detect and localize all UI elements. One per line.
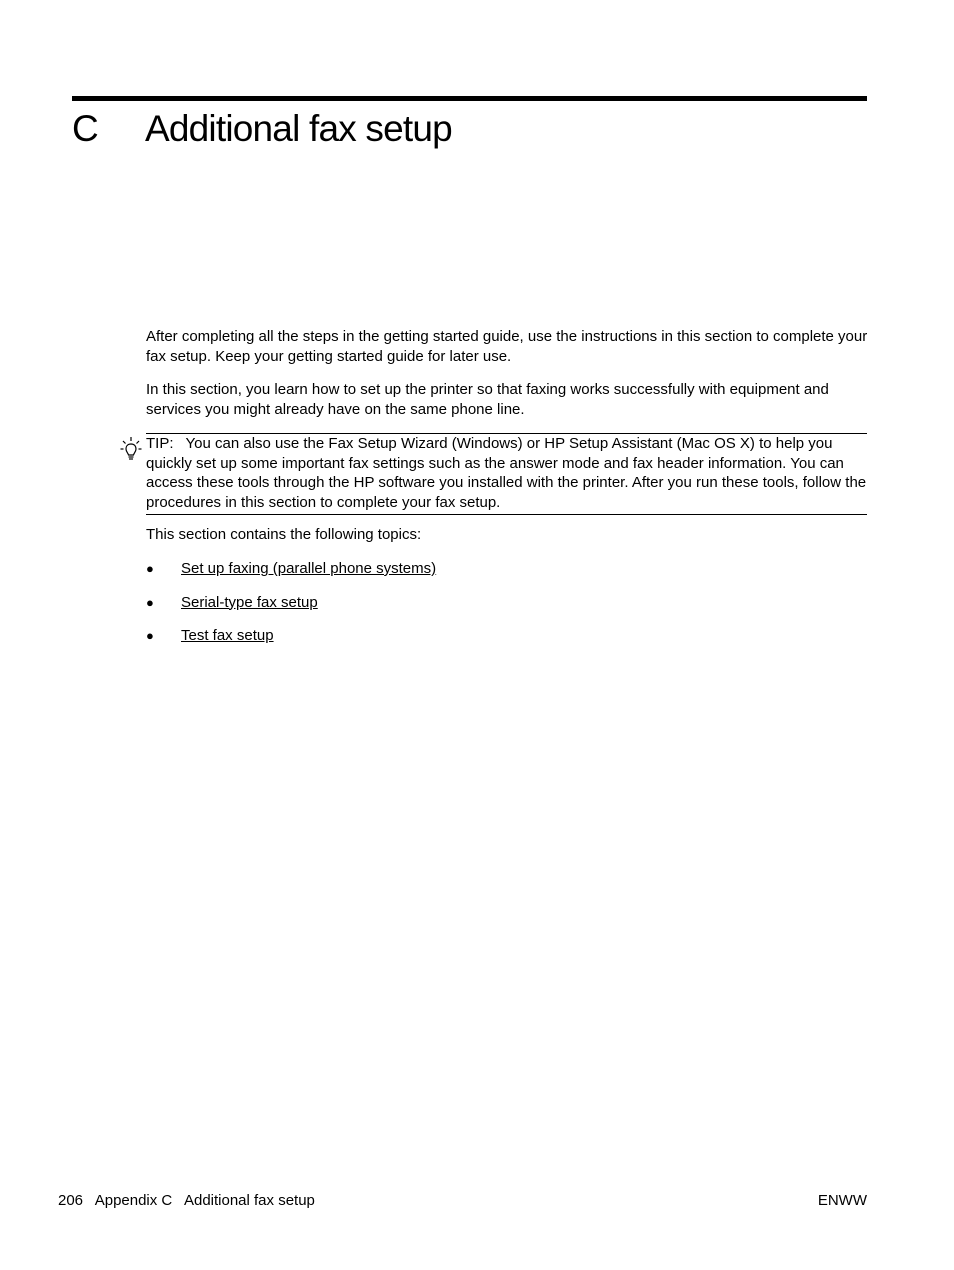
page-footer-left <box>58 1191 315 1210</box>
lightbulb-icon <box>120 436 142 462</box>
bullet-icon: ● <box>146 628 154 643</box>
tip-label: TIP: <box>146 435 174 452</box>
list-item <box>146 626 436 660</box>
topics-intro: This section contains the following topics: <box>146 526 422 543</box>
topic-link-serial-type-fax-setup[interactable]: Serial-type fax setup <box>181 593 318 611</box>
intro-paragraph-2: In this section, you learn how to set up the printer so that faxing works successfully with equipment and services you might already have on the same phone line. <box>146 381 829 418</box>
list-item <box>146 559 436 593</box>
intro-paragraph-1: After completing all the steps in the getting started guide, use the instructions in this section to complete your fax setup. Keep your getting started guide for later use. <box>146 328 868 365</box>
chapter-top-rule <box>72 96 867 101</box>
chapter-title: Additional fax setup <box>145 108 452 149</box>
tip-text: You can also use the Fax Setup Wizard (Windows) or HP Setup Assistant (Mac OS X) to help you quickly set up some important fax settings such as the answer mode and fax header information. You can access these tools through the HP software you installed with the printer. After you run these tools, follow the procedures in this section to complete your fax setup. <box>146 435 867 511</box>
footer-locale: ENWW <box>817 1192 867 1209</box>
bullet-icon: ● <box>146 561 154 576</box>
footer-section: Appendix C <box>94 1192 173 1209</box>
topic-list <box>146 559 436 660</box>
tip-box <box>146 433 867 515</box>
page-number: 206 <box>58 1192 84 1209</box>
chapter-letter: C <box>72 108 99 149</box>
topic-link-parallel-phone-systems[interactable]: Set up faxing (parallel phone systems) <box>181 560 437 577</box>
list-item <box>146 593 436 627</box>
bullet-icon: ● <box>146 594 154 610</box>
footer-title: Additional fax setup <box>183 1192 315 1209</box>
topic-link-test-fax-setup[interactable]: Test fax setup <box>181 627 274 644</box>
